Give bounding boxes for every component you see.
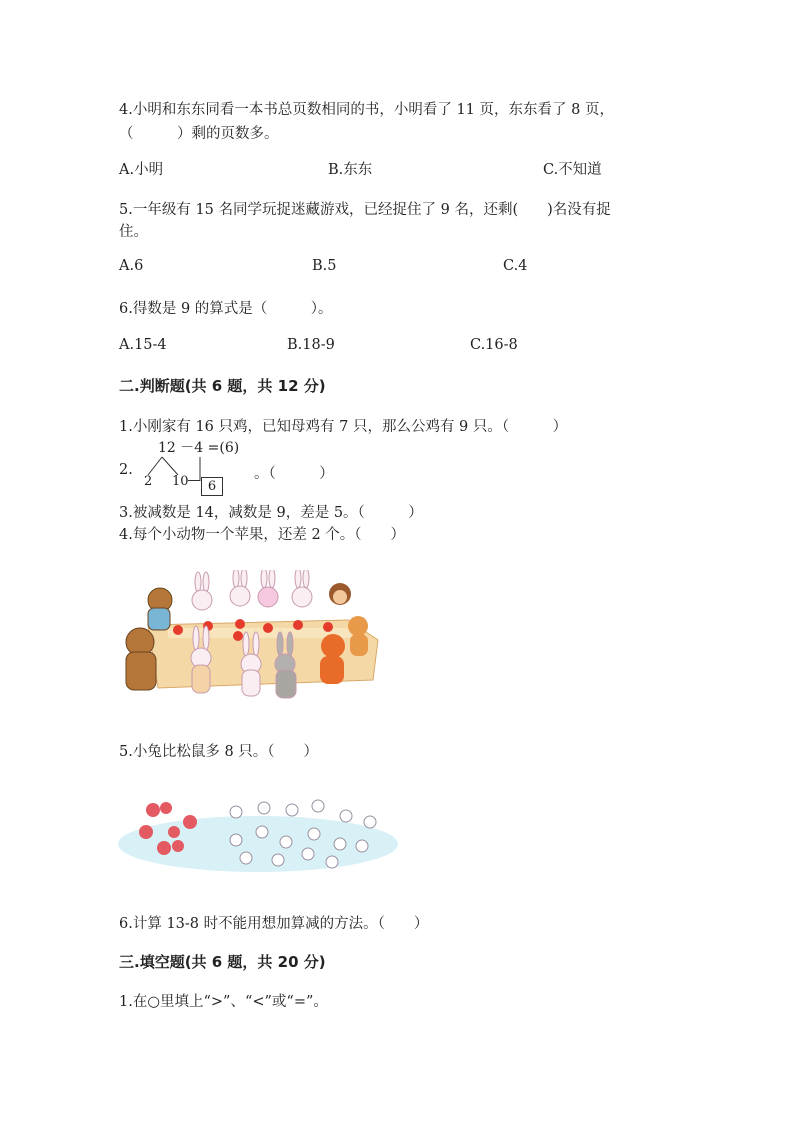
q5-option-c: C.4 [503, 258, 528, 274]
judge-q2-equation: 12 －4 =(6) [158, 440, 240, 456]
q4-option-c: C.不知道 [543, 162, 602, 178]
judge-q2-split-left: 2 [144, 474, 153, 489]
question-4-line1: 4.小明和东东同看一本书总页数相同的书，小明看了 11 页，东东看了 8 页， [119, 102, 614, 118]
q6-option-c: C.16-8 [470, 337, 518, 353]
judge-q2-split-right: 10 [172, 474, 189, 489]
animals-at-table-illustration [118, 570, 386, 702]
question-5-line2: 住。 [119, 224, 148, 240]
q4-option-a: A.小明 [119, 162, 164, 178]
judge-question-3: 3.被减数是 14，减数是 9，差是 5。（ ） [119, 505, 423, 521]
judge-question-5: 5.小兔比松鼠多 8 只。（ ） [119, 744, 319, 760]
squirrels-rabbits-illustration [118, 792, 398, 872]
question-6: 6.得数是 9 的算式是（ ）。 [119, 301, 333, 317]
judge-q2-tail: 。（ ） [254, 466, 334, 482]
fill-question-1: 1.在○里填上“>”、“<”或“=”。 [119, 994, 328, 1010]
judge-q2-answer-box: 6 [201, 477, 223, 496]
q6-option-a: A.15-4 [119, 337, 167, 353]
q4-option-b: B.东东 [328, 162, 373, 178]
judge-question-1: 1.小刚家有 16 只鸡，已知母鸡有 7 只，那么公鸡有 9 只。（ ） [119, 419, 568, 435]
question-4-line2: （ ）剩的页数多。 [119, 126, 279, 142]
judge-question-4: 4.每个小动物一个苹果，还差 2 个。（ ） [119, 527, 406, 543]
q5-option-b: B.5 [312, 258, 337, 274]
judge-q2-number: 2. [119, 462, 133, 478]
q6-option-b: B.18-9 [287, 337, 335, 353]
question-5-line1: 5.一年级有 15 名同学玩捉迷藏游戏，已经捉住了 9 名，还剩( )名没有捉 [119, 202, 611, 218]
section-heading-judge: 二.判断题(共 6 题，共 12 分) [119, 377, 326, 395]
section-heading-fill: 三.填空题(共 6 题，共 20 分) [119, 953, 326, 971]
judge-question-6: 6.计算 13-8 时不能用想加算减的方法。（ ） [119, 916, 429, 932]
judge-q2-arrow-line [188, 480, 200, 481]
q5-option-a: A.6 [119, 258, 144, 274]
